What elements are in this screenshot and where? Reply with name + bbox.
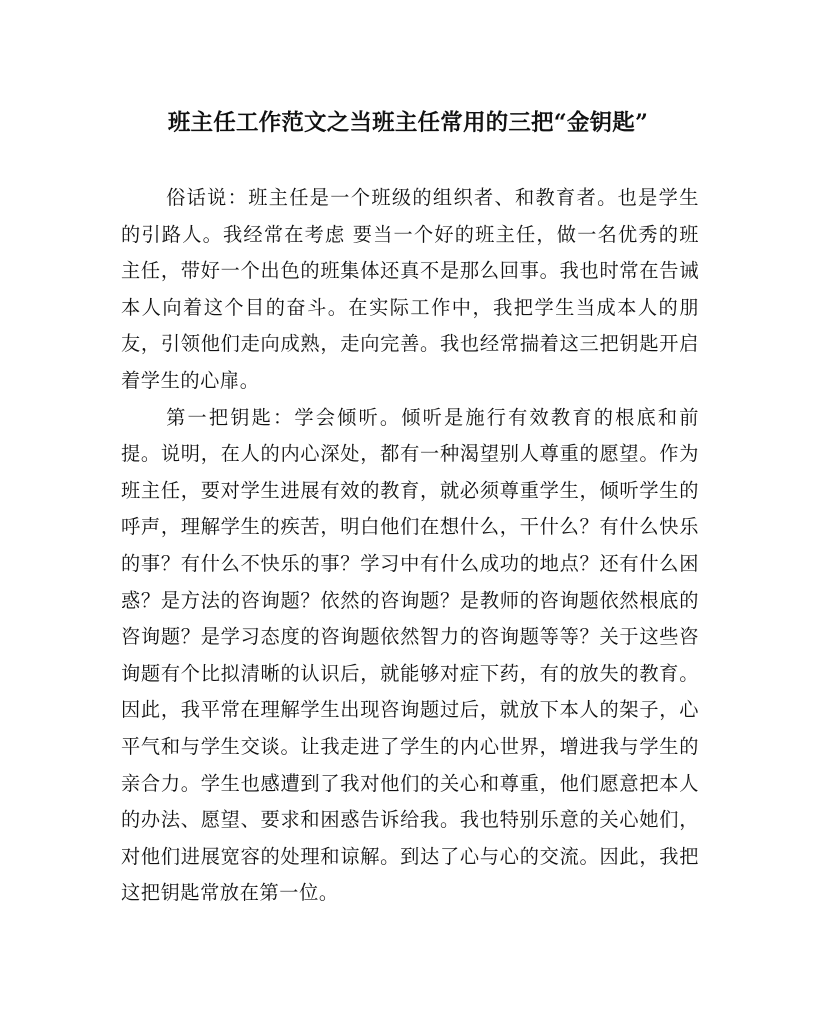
document-title: 班主任工作范文之当班主任常用的三把“金钥匙” <box>167 110 649 136</box>
paragraph-intro: 俗话说：班主任是一个班级的组织者、和教育者。也是学生的引路人。我经常在考虑 要当一个好的班主任，做一名优秀的班主任，带好一个出色的班集体还真不是那么回事。我也时常在告诫本人向着这个目的奋斗。在实际工作中，我把学生当成本人的朋友，引领他们走向成熟，走向完善。我也经常揣着这三把钥匙开启着学生的心扉。 <box>121 186 699 392</box>
paragraph-first-key: 第一把钥匙：学会倾听。倾听是施行有效教育的根底和前提。说明，在人的内心深处，都有一种渴望别人尊重的愿望。作为班主任，要对学生进展有效的教育，就必须尊重学生，倾听学生的呼声，理解学生的疾苦，明白他们在想什么，干什么？有什么快乐的事？有什么不快乐的事？学习中有什么成功的地点？还有什么困惑？是方法的咨询题？依然的咨询题？是教师的咨询题依然根底的咨询题？是学习态度的咨询题依然智力的咨询题等等？关于这些咨询题有个比拟清晰的认识后，就能够对症下药，有的放失的教育。因此，我平常在理解学生出现咨询题过后，就放下本人的架子，心平气和与学生交谈。让我走进了学生的内心世界，增进我与学生的亲合力。学生也感遭到了我对他们的关心和尊重，他们愿意把本人的办法、愿望、要求和困惑告诉给我。我也特别乐意的关心她们，对他们进展宽容的处理和谅解。到达了心与心的交流。因此，我把这把钥匙常放在第一位。 <box>121 405 699 905</box>
document-body <box>121 180 699 912</box>
